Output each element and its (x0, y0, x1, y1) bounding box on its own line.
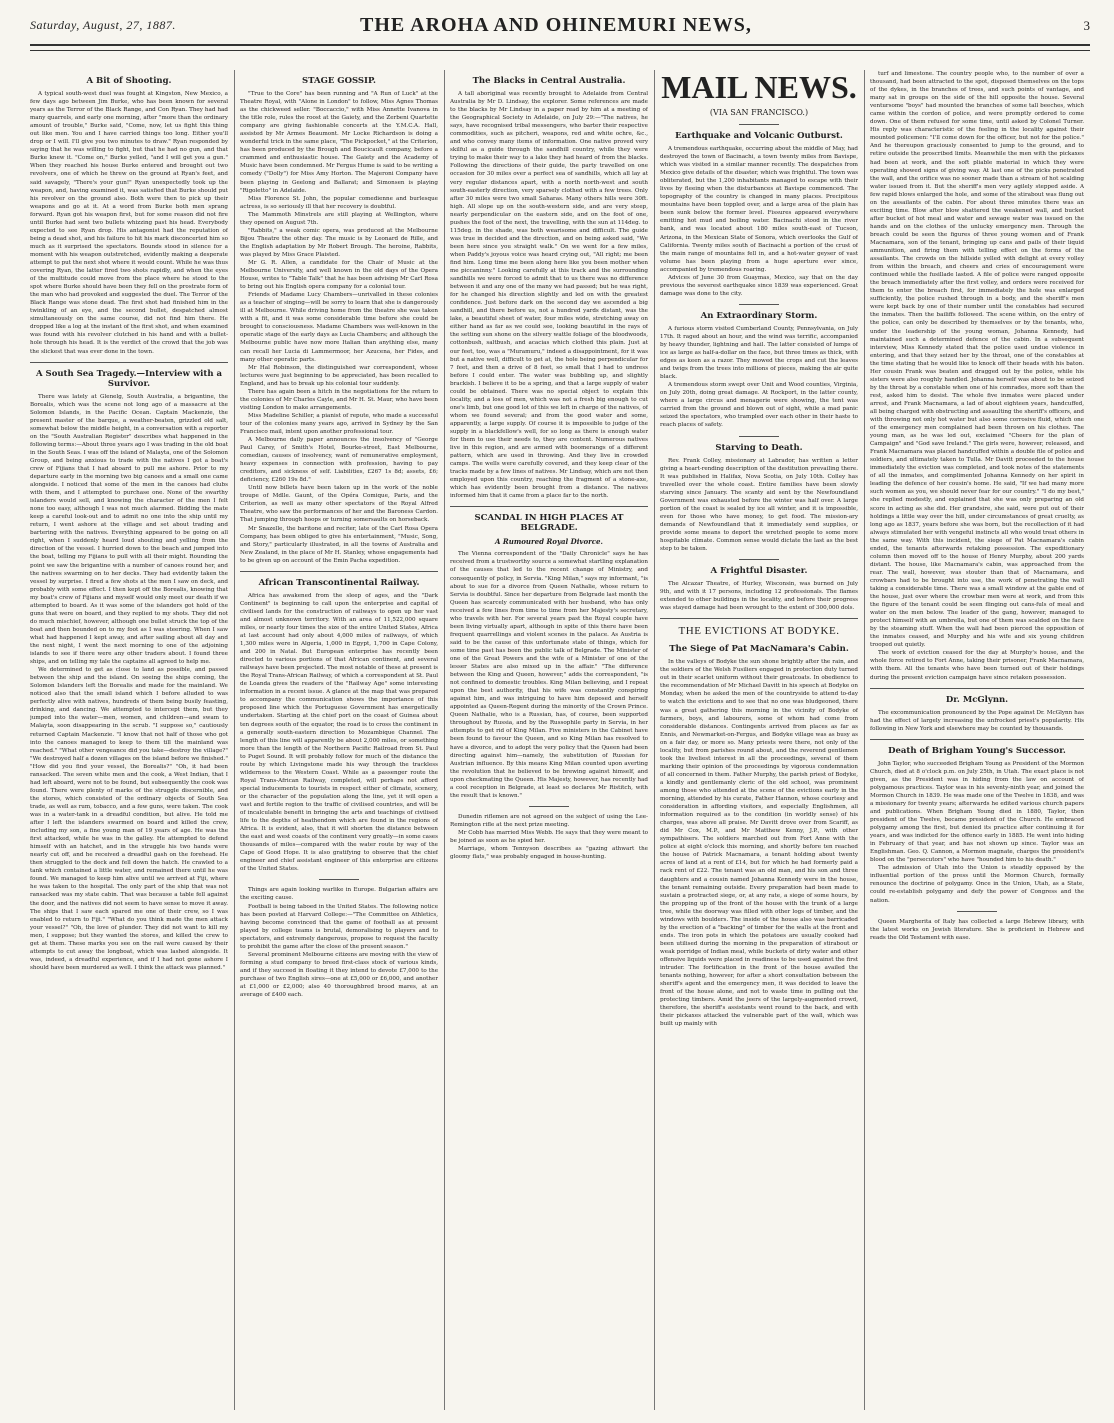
article-paragraph: A tremendous earthquake, occurring about the middle of May, had destroyed the town of Bacinachi, a town twenty miles from Bavispe, which was visited in a similar manner recently. The despatches from Mexico give details of the disaster, which was frightful. The town was obliterated, but the 1,200 inhabitants managed to escape with their lives by fleeing when the disturbances at Bavispe commenced. The topography of the country is changed in many places. Precipitous mountains have been toppled over, and a large area of the plain has been sunk below the former level. Fissures appeared everywhere emitting hot mud and boiling water. Bacinachi stood in the river bank, and was located about 180 miles south-east of Tucson, Arizona, in the Mexican State of Sonora, which overlooks the Gulf of California. Twenty miles south of Bacinachi a portion of the crust of the main range of mountains fell in, and a hot-water geyser of vast volume has been playing from a huge aperture ever since, accompanied by tremendous roaring. (660, 146, 858, 273)
section-title: THE EVICTIONS AT BODYKE. (678, 625, 840, 638)
article-paragraph: There was lately at Glenelg, South Australia, a brigantine, the Borealis, which was the scene not long ago of a massacre at the Solomon Islands, in the Pacific Ocean. Captain Mackenzie, the present master of the barque, a weather-beaten, grizzled old salt, somewhat below the middle height, in a conversation with a reporter on the "South Australian Register" describes what happened in the following terms:—About three years ago I was trading in the old boat in the South Seas. I was off the island of Malayta, one of the Solomon Group, and being anxious to trade with the natives I got a boat's crew of Fijians that I had aboard to pull me ashore. Prior to my departure early in the morning two big canoes and a small one came alongside. I noticed that some of the men in the canoes had clubs with them, and I attempted to purchase one. None of the swarthy islanders would sell, and knowing the character of the men I felt none too easy, although I was not much alarmed. Bidding the mate keep a careful look-out and to admit no one into the ship until my return, I went ashore at the village and set about trading and bartering with the natives. Everything appeared to be going on all right, when I suddenly heard loud shouting and yelling from the direction of the vessel. I hurried down to the beach and jumped into the boat, telling my Fijians to pull with all their might. Rounding the point we saw the brigantine with a number of canoes round her, and the natives swarming on to her decks. They had evidently taken the vessel by surprise. I fired a few shots at the men I saw on deck, and probably with some effect. I then kept off the Borealis, knowing that my boat's crew of Fijians and myself would only meet our death if we attempted to board. As it was some of the islanders got hold of the guns that were on board, and they replied to my shots. They did not do much mischief, however, although one bullet struck the top of the boat and then bounded on to my foot as I was steering. When I saw what had happened I kept away, and after sailing about all day and the next night, I went the next morning to one of the adjoining islands to see if there were any other traders about. I found three ships, and on telling my tale the captains all agreed to help me. (30, 393, 228, 666)
article-paragraph: Marriage, whom Tennyson describes as "gazing athwart the gloomy flats," was probably engaged in house-hunting. (450, 846, 648, 861)
article-paragraph: Until now billets have been taken up in the work of the noble troupe of Mdlle. Gaunt, of the Opéra Comique, Paris, and the Criterion, as well as many other spectators of the Royal Alfred Theatre, who saw the performances of her and the Baroness Cardon. That jumping through hoops or turning somersaults on horseback. (240, 485, 438, 524)
article-paragraph: John Taylor, who succeeded Brigham Young as President of the Mormon Church, died at 8 o'clock p.m. on July 25th, in Utah. The exact place is not given, as the President was in hiding from the law on account of polygamous practices. Taylor was in his seventy-ninth year, and joined the Mormon Church in 1839. He was made one of the Twelve in 1838, and was a missionary for twenty years; afterwards he edited various church papers and publications. When Brigham Young died in 1880, Taylor, then president of the Twelve, became president of the Church. He embraced polygamy among the first, but denied its practice after continuing it for years, and was indicted for the offence early in 1885. He went into hiding in February of that year, and has not shown up since. Taylor was an Englishman. Geo. Q. Cannon, a Mormon magnate, charges the president's blood on the "persecutors" who have "hounded him to his death." (870, 760, 1084, 864)
article-paragraph: Football is being taboed in the United States. The following notice has been posted at Harvard College:—"The Committee on Athletics, having become convinced that the game of football as at present played by college teams is brutal, demoralising to players and to spectators, and extremely dangerous, propose to request the faculty to prohibit the game after the close of the present season." (240, 903, 438, 950)
article-heading: STAGE GOSSIP. (302, 76, 376, 86)
article-paragraph: Rev. Frank Colley, missionary at Labrador, has written a letter giving a heart-rending description of the destitution prevailing there. It was published in Halifax, Nova Scotia, on July 10th. Colley has travelled over the whole coast. Entire families have been slowly starving since January. The scanty aid sent by the Newfoundland Government was exhausted before the winter was half over. A large portion of the coast is sealed by ice all winter, and it is impossible, even for those who have money, to get food. The mission-ary demands of Newfoundland that it immediately send supplies, or provide some means to deport the wretched people to some more hospitable climate. Common sense would dictate the last as the best step to be taken. (660, 457, 858, 553)
article-subheading: A Rumoured Royal Divorce. (495, 537, 603, 547)
article-heading: SCANDAL IN HIGH PLACES AT BELGRADE. (474, 513, 624, 534)
article-divider (240, 571, 438, 572)
article-paragraph: Miss Florence St. John, the popular comedienne and burlesque actress, is so seriously ill that her recovery is doubtful. (240, 195, 438, 210)
article-divider (660, 618, 858, 619)
article-heading: African Transcontinental Railway. (258, 577, 420, 588)
newspaper-title: THE AROHA AND OHINEMURI NEWS, (360, 14, 752, 36)
masthead-rule-top (30, 44, 1090, 46)
article-paragraph: Advices of June 30 from Guaymas, Mexico, say that on the day previous the severest earthquake since 1839 was experienced. Great damage was done to the city. (660, 274, 858, 297)
article-paragraph: A Melbourne daily paper announces the insolvency of "George Paul Carey, of Smith's Hotel, Bourke-street, East Melbourne, comedian, causes of insolvency, want of remunerative employment, heavy expenses in connection with profession, having to pay creditors, and sickness of self. Liabilities, £267 1s 8d; assets, £6; deficiency, £260 19s 8d." (240, 437, 438, 484)
article-paragraph: In the valleys of Bodyke the sun shone brightly after the rain, and the soldiers of the Welsh Fusiliers engaged in protection duty turned out in their scarlet uniform without their greatcoats. In obedience to the recommendation of Mr Michael Davitt in his speech at Bodyke on Monday, when he asked the men of the countryside to attend to-day to watch the evictions and to see that no one was bludgeoned, there was a great gathering this morning in the vicinity of Bodyke of farmers, boys, and labourers, some of whom had come from considerable distances. Contingents arrived from places as far as Ennis, and Newmarket-on-Fergus, and Bodyke village was as busy as on a fair day, or more so. Many priests were there, not only of the locality, but from parishes round about, and the reverend gentlemen took the liveliest interest in all the proceedings, several of them marking their opinion of the proceedings by vigorous condemnation of all concerned in them. Father Murphy, the parish priest of Bodyke, a kindly and gentlemanly cleric of the old school, was prominent among those who attended at the scene of the evictions early in the morning, attended by his curate, Father Hannon, whose courtesy and consideration in affording visitors, and especially Englishmen, all information required as to the condition (in worldly sense) of his charges, was above all praise. Mr Davitt drove over from Scariff, as did Mr Cox, M.P., and Mr Matthew Kenny, J.P., with other sympathisers. The soldiers marched out from Fort Anne with the police at eight o'clock this morning, and shortly before ten reached the house of Patrick Macnamara, a tenant holding about twenty acres of land at a rent of £14, but for which he had formerly paid a rack rent of £22. The tenant was an old man, and his son and three daughters and a cousin named Johanna Kennedy were in the house, the tenant remaining outside. Every preparation had been made to sustain a protracted siege, or, at any rate, a siege of some hours, by the propping up of the front of the house with the trunk of a large tree, while the doorway was filled with other logs of timber, and the windows with boulders. The inside of the house also was barricaded by the erection of a "backing" of timber for the walls at the front and ends. The iron pots in which the potatoes are usually cooked had been utilised during the morning in the preparation of stirabout or weak porridge of Indian meal, while buckets of dirty water and other offensive liquids were placed in readiness to be used against the first intruder. The fortification in the front of the house availed the tenants nothing, however, for after a short consultation between the sheriff's agent and the emergency men, it was decided to leave the front of the house alone, and not to waste time in pulling out the protecting timbers. Amid the jeers of the largely-augmented crowd, therefore, the sheriff's assistants went round to the back, and with their pickaxes attacked the vulnerable part of the wall, which was built up mainly with (660, 659, 858, 1028)
short-rule (739, 436, 779, 437)
article-heading: Earthquake and Volcanic Outburst. (675, 131, 843, 141)
article-divider (870, 739, 1084, 740)
article-heading: The Blacks in Central Australia. (472, 76, 626, 86)
article-paragraph: A typical south-west duel was fought at Kingston, New Mexico, a few days ago between Jim Burke, who has been known for several years as the Terror of the Black Range, and Con Ryan. They had had many quarrels, and early one morning, after "more than the ordinary amount of trouble," Burke said, "Come, now, let us fight this thing out like men. You and I have carried things too long. Either you'll drop or I will. I'll give you two minutes to draw." Ryan responded by saying that he was willing to fight, but that he had no gun, and that Burke knew it. "Come on," Burke yelled, "and I will get you a gun." When they reached his house Burke entered and brought out two revolvers, one of which he threw on the ground at Ryan's feet, and said savagely, "There's your gun!" Ryan unexpectedly took up the weapon, and, having examined it, was satisfied that Burke should put his revolver on the ground also. Both were then to pick up their weapons and go at it. At a word from Burke both men sprang forward. Ryan got his weapon first, but for some reason did not fire until Burke had sent two bullets whizzing past his head. Everybody expected to see Ryan drop. His antagonist had the reputation of being a dead shot, and his failure to hit his mark disconcerted him so much as it surprised the spectators. Bounds stood in silence for a moment with his weapon outstretched, evidently making a desperate attempt to put the next shot where it would count. While he was thus covering Ryan, the latter fired two shots rapidly, and when the eyes of the multitude could move from the place where he stood to the spot where Burke should have been they fell on the prostrate form of the man who had provoked and suggested the duel. The Terror of the Black Range was stone dead. The first shot had finished him in the twinkling of an eye, and the second bullet, despatched almost simultaneously on the same course, did not find him there. He dropped like a log at the instant of the first shot, and when examined was found with his revolver clutched in his hand and with a bullet-hole through his head. It is the verdict of the crowd that the job was the slickest that was ever done in the town. (30, 91, 228, 355)
column-divider (444, 70, 445, 1410)
column-divider (654, 70, 655, 1410)
short-rule (319, 879, 359, 880)
section-subtitle: (VIA SAN FRANCISCO.) (709, 108, 809, 117)
article-paragraph: A furious storm visited Cumberland County, Pennsylvania, on July 17th. It raged about an hour, and the wind was terrific, accompanied by heavy thunder, lightning and hail. The latter consisted of lumps of ice as large as half-a-dollar on the face, but three times as thick, with edges as keen as a razor. They mowed the crops and cut the leaves and twigs from the trees into millions of pieces, making the air quite black. (660, 325, 858, 381)
masthead-rule-bottom (30, 50, 1090, 51)
article-paragraph: There has again been a hitch in the negotiations for the return to the colonies of Mr Charles Cayle, and Mr H. St. Maur, who have been visiting London to make arrangements. (240, 388, 438, 411)
article-heading: A Bit of Shooting. (86, 76, 172, 86)
article-paragraph: We determined to get as close to land as possible, and passed between the ship and the island. On seeing the ships coming, the Solomon Islanders left the Borealis and made for the mainland. We noticed also that the small island which I before alluded to was perfectly alive with natives, hundreds of them being busily feasting, drinking, and dancing. We attempted to intercept them, but they jumped into the water—men, women, and children—and swam to Malayta, soon disappearing in the scrub. "I suppose so," cautiously returned Captain Mackenzie. "I know that not half of those who got into the canoes managed to keep to them till the mainland was reached." "What other vengeance did you take—destroy the village?" "We destroyed half a dozen villages on the island before we finished." "How did you find your vessel, the Borealis?" "Oh, it had been ransacked. The seven white men and the cook, a West Indian, that I had left aboard, were not to be found, but subsequently the cook was found. There were plenty of marks of the struggle discernible, and the stores, which consisted of the ordinary objects of South Sea trade, as well as rum, tobacco, and a few guns, were taken. The cook was in a water-tank in a dreadful condition, but alive. He told me after I left the islanders swarmed on board and killed the crew, including my son, a fine young man of 19 years of age. He was the first attacked, while he was in the galley. He attempted to defend himself with an hatchet, and in the struggle his two hands were nearly cut off, and he received a dreadful gash on the forehead. He then struggled to the deck and fell down the hatch. He crawled to a tank which contained a little water, and remained there until he was found. We managed to keep him alive until we arrived at Fiji, where he was taken to the hospital. The only part of the ship that was not ransacked was my state cabin. That was because a table fell against the door, and the natives did not seem to have sense to move it away. The ships that I saw each spared me one of their crew, so I was enabled to return to Fiji." "What do you think made the men attack your vessel?" "Oh, the love of plunder. They did not want to kill my men, I suppose; but they wanted the stores, and killed the crew to get at them. These marks you see on the rail were caused by their attempts to cut away the longboat, which was lashed alongside. It was, indeed, a dreadful experience, and if I had not gone ashore I should have been murdered as well. I think the attack was planned." (30, 667, 228, 971)
column-5 (870, 70, 1084, 1410)
article-paragraph: The Vienna correspondent of the "Daily Chronicle" says he has received from a trustworthy source a somewhat startling explanation of the causes that led to the recent change of Ministry, and consequently of policy, in Servia. "King Milan," says my informant, "is about to sue for a divorce from Queen Nathalie, whose return to Servia is doubtful. Since her departure from Belgrade last month the Queen has scarcely communicated with her husband, who has only received a few lines from time to time from her Majesty's secretary, who travels with her. For several years past the Royal couple have been living virtually apart, although in spite of this there have been frequent quarrellings and violent scenes in the palace. As Austria is said to be the cause of this unfortunate state of things, which for some time past has been the public talk of Belgrade. The Minister of one of the Great Powers and the wife of a Minister of one of the lesser States are also mixed up in the affair." "The difference between the King and Queen, however," adds the correspondent, "is not confined to domestic troubles. King Milan believing, and I repeat upon the best authority, that his wife was constantly conspiring against him, and was intriguing to have him deposed and herself appointed as Queen-Regent during the minority of the Crown Prince. Queen Nathalie, who is a Russian, has, of course, been supported throughout by Russia, and by the Russophile party in Servia, in her attempts to get rid of King Milan. Five ministers in the Cabinet have been found to favour the Queen, and so King Milan has resolved to have a divorce, and to adopt the very policy that the Queen had been directing against him—namely, the substitution of Russian for Austrian influence. By this means King Milan counted upon averting the revolution that he believed to be brewing against himself, and upon checkmating the Queen. His Majesty, however, has recently had a cool reception in Belgrade, at least so declares Mr Ristitch, with the result that is known." (450, 551, 648, 799)
article-paragraph: "Rabbits," a weak comic opera, was produced at the Melbourne Bijou Theatre the other day. The music is by Leonard de Rille, and the English adaptation by Mr Robert Brough. The heroine, Rabbits, was played by Miss Grace Plaisted. (240, 227, 438, 258)
article-paragraph: Mr G. R. Allen, a candidate for the Chair of Music at the Melbourne University, and well known in the old days of the Opera House, writes to "Table Talk" that he has been advising Mr Carl Rosa to bring out his English opera company for a colonial tour. (240, 259, 438, 291)
column-3 (450, 70, 648, 1410)
short-rule (957, 911, 997, 912)
column-2 (240, 70, 438, 1410)
article-paragraph: The Alcazar Theatre, of Hurley, Wisconsin, was burned on July 9th, and with it 17 persons, including 12 professionals. The flames extended to other buildings in the locality, and before their progress was stayed damage had been wrought to the extent of 300,000 dols. (660, 581, 858, 612)
short-rule (529, 806, 569, 807)
article-heading: A Frightful Disaster. (710, 566, 808, 577)
article-paragraph: turf and limestone. The country people who, to the number of over a thousand, had been attracted to the spot, disposed themselves on the tops of the dykes, in the branches of trees, and such points of vantage, and many sat in groups on the side of the hill opposite the house. Several ventursome "boys" had mounted the branches of some tall beeches, which came within the cordon of police, and were promptly ordered to come down. One of them refused for some time, until asked by Colonel Turner. His reply was characteristic of the feeling in the locality against their mounted policemen: "I'll come down for the officer, but not for the police." And he thereupon graciously consented to jump to the ground, and to retire outside the proscribed limits. Meanwhile the men with the pickaxes had been at work, and the soft pliable material in which they were operating showed signs of giving way. At last one of the picks penetrated the wall, and the orifice was no sooner made than a stream of hot scalding water issued from it. But the sheriff's men very agilely stepped aside. A few rapid blows enlarged the hole, and some of the stirabout was flung out on the assailants of the cabin. For about three minutes there was an exciting time. Blow after blow shattered the weakened wall, and bucket after bucket of hot meal and water and sewage water was issued on the hands and on the clothes of the unlucky emergency men. Through the breach could be seen the figures of three young women and of Frank Macnamara, son of the tenant, bringing up cans and pails of their liquid ammunition, and firing them with telling effect on the forms of the assailants. The crowds on the hillside yelled with delight at every volley from within the breach, and cheers and cries of encouragement were continued while the fusillade lasted. A file of police were ranged opposite the breach immediately after the first volley, and orders were received for them to enter the breach first, for immediately the hole was enlarged sufficiently, the police rushed through in a body, and the sheriff's men were kept back by one of their number until the constables had secured the inmates. Then the bailiffs followed. The scene within, on the entry of the police, can only be described by themselves or by the tenants, who, under the leadership of the young woman, Johanna Kennedy, had maintained such a determined defence of the cabin. In a subsequent interview, Miss Kennedy stated that the police used undue violence in entering, and that they seized her by the throat, one of the constables at the time stating that he would like to knock off their heads with his baton. Her cousin Frank was beaten and dragged out by the police, while his sisters were also roughly handled. Johanna herself was about to be seized by the throat by a constable when one of his comrades, more soft than the rest, asked him to desist. The whole five inmates were placed under arrest, and Frank Macnamara, a lad of about eighteen years, handcuffed, all being charged with obstructing and assaulting the sheriff's officers, and with throwing not only hot water but also some corrosive fluid, which one of the emergency men complained had been thrown on his clothes. The young man, as he was led out, exclaimed "Cheers for the plan of Campaign" and "God save Ireland." The girls were, however, released, and Frank Macnamara was placed handcuffed within a double file of police and soldiers, and ultimately taken to Tulla. Mr Davitt proceeded to the house immediately the eviction was completed, and took notes of the statements of all the inmates, and complimented Johanna Kennedy on her spirit in leading the defence of her cousin's home. He said, "If we had many more such women as you, we should never fear for our country." "I do my best," she replied modestly, and explained that she was only preparing an old score in acting as she did. Her grandsire, she said, were put out of their holdings a little way over the hill, under circumstances of great cruelty, as long ago as 1837, years before she was born, but the recollection of it had always stimulated her with vengeful instincts all who would treat others in the same way. With this incident, the siege of Pat Macnamara's cabin ended, the tenants afterwards retaking possession. The expeditionary column then moved off to the house of Henry Murphy, about 200 yards distant. The house, like Macnamara's cabin, was approached from the rear. The wall, however, was stouter than that of Macnamara, and crowbars had to be brought into use, the work of penetrating the wall taking a considerable time. There was a small window at the gable end of the house, just over where the crowbar men were at work, and from this the figure of the tenant could be seen flinging out cans-fuls of meal and water on the men below. The leader of the gang, however, managed to protect himself with an umbrella, but one of them was scalded on the face by the steaming stuff. When the wall had been pierced the opposition of the inmates ceased, and Murphy and his wife and six young children trooped out quietly. (870, 71, 1084, 649)
article-paragraph: Miss Madeline Schiller, a pianist of repute, who made a successful tour of the colonies many years ago, arrived in Sydney by the San Francisco mail, intent upon another professional tour. (240, 412, 438, 435)
column-1 (30, 70, 228, 1410)
article-heading: A South Sea Tragedy.—Interview with a Survivor. (36, 368, 222, 389)
article-paragraph: Friends of Madame Lucy Chambers—unrivalled in these colonies as a teacher of singing—will be sorry to learn that she is dangerously ill at Melbourne. While driving home from the theatre she was taken with a fit, and it was some considerable time before she could be brought to consciousness. Madame Chambers was well-known in the operatic stage of the early days as Lucia Chambers; and although the Melbourne public have now more Italian than anything else, many can recall her Lucia di Lammermoor, her Azucena, her Fides, and many other operatic parts. (240, 292, 438, 363)
article-paragraph: Dunedin riflemen are not agreed on the subject of using the Lee-Remington rifle at the next prize meeting. (450, 813, 648, 828)
page-number: 3 (1083, 18, 1090, 33)
short-rule (739, 124, 779, 125)
article-paragraph: Several prominent Melbourne citizens are moving with the view of forming a stud company to breed first-class stock of various kinds, and if they succeed in floating it they intend to devote £7,000 to the purchase of two English sires—one at £5,000 or £6,000, and another at £1,000 or £2,000; also 40 thoroughbred brood mares, at an average of £400 each. (240, 951, 438, 999)
article-paragraph: Africa has awakened from the sleep of ages, and the "Dark Continent" is beginning to call upon the enterprise and capital of civilised lands for the construction of railways to open up her vast and almost unknown territory. With an area of 11,522,000 square miles, or nearly four times the size of the entire United States, Africa at last account had only about 4,000 miles of railways, of which 1,300 miles were in Algeria, 1,000 in Egypt, 1,700 in Cape Colony, and 200 in Natal. But European enterprise has recently been directed to various portions of that African continent, and several railways have been projected. The most notable of these at present is the Royal Trans-African Railway, of which a correspondent at St. Paul de Loanda gives the readers of the "Railway Age" some interesting information in a recent issue. A glance at the map that was prepared to accompany the communication shows the importance of this proposed line which the Portuguese Government has energetically undertaken. Starting at the chief port on the coast of Guinea about ten degrees south of the equator, the road is to cross the continent in a generally south-eastern direction to Mozambique Channel. The length of this line will apparently be about 2,000 miles, or something more than the length of the Northern Pacific Railroad from St. Paul to Puget Sound. It will probably follow for much of the distance the route by which Livingstone made his way through the trackless wilderness to the Western Coast. While as a passenger route the Royal Trans-African Railway, completed, will perhaps not afford special inducements to tourists in respect either of climate, scenery, or the character of the population along the line, yet it will open a vast and fertile region to the traffic of civilised countries, and will be of incalculable benefit in bringing the arts and teachings of civilised life to the depths of heathendom which are found in the regions of Africa. It is evident, also, that it will shorten the distance between the east and west coasts of the continent very greatly—in some cases thousands of miles—compared with the water route by way of the Cape of Good Hope. It is also gratifying to observe that the chief engineer and chief assistant engineer of this enterprise are citizens of the United States. (240, 592, 438, 873)
column-divider (234, 70, 235, 1410)
article-divider (870, 688, 1084, 689)
issue-date: Saturday, August, 27, 1887. (30, 18, 176, 32)
article-heading: Death of Brigham Young's Successor. (888, 745, 1066, 756)
section-title: MAIL NEWS. (661, 70, 857, 105)
article-heading: Dr. McGlynn. (945, 694, 1009, 705)
column-4 (660, 70, 858, 1410)
column-divider (864, 70, 865, 1410)
masthead (30, 14, 1090, 40)
article-paragraph: Mr Snazelle, the baritone and reciter, late of the Carl Rosa Opera Company, has been obliged to give his entertainment, "Music, Song, and Story," particularly illustrated, in all the towns of Australia and New Zealand, in the place of Mr H. Stanley, whose engagements had to be given up on account of the Emin Pacha expedition. (240, 525, 438, 564)
article-heading: The Siege of Pat MacNamara's Cabin. (669, 644, 849, 655)
article-paragraph: The Mammoth Minstrels are still playing at Wellington, where they opened on August 7th. (240, 211, 438, 226)
article-paragraph: Things are again looking warlike in Europe. Bulgarian affairs are the exciting cause. (240, 887, 438, 902)
article-paragraph: "True to the Core" has been running and "A Run of Luck" at the Theatre Royal, with "Alone in London" to follow, Miss Agnes Thomas as the chickweed seller. "Boccaccio," with Miss Annette Ivanova in the title role, rules the roost at the Gaiety, and the Zerbeni Quartette company are giving fashionable concerts at the Y.M.C.A. Hall, assisted by Mr Armes Beaumont. Mr Locke Richardson is doing a wonderful trick in the same place, "The Pickpocket," at the Criterion, has been produced by the Brough and Boucicault company, before a crammed and enthusiastic house. The Gaiety and the Academy of Music have been condemned. Mr Fergus Hume is said to be writing a comedy ("Dolly") for Miss Amy Horton. The Majeroni Company have been playing in Geelong and Ballarat; and Simonsen is playing "Rigoletto" in Adelaide. (240, 91, 438, 194)
article-paragraph: A tremendous storm swept over Unit and Wood counties, Virginia, on July 20th, doing great damage. At Rockport, in the latter county, where a large circus and menagerie were showing, the tent was carried from the ground and blown out of sight, while a mad panic seized the spectators, who trampled over each other in their haste to reach places of safety. (660, 382, 858, 429)
article-divider (450, 506, 648, 507)
article-paragraph: The work of eviction ceased for the day at Murphy's house, and the whole force retired to Fort Anne, taking their prisoner, Frank Macnamara, with them. All the tenants who have been turned out of their holdings during the present eviction campaign have since retaken possession. (870, 650, 1084, 681)
article-heading: An Extraordinary Storm. (700, 310, 818, 321)
short-rule (739, 304, 779, 305)
short-rule (739, 559, 779, 560)
article-divider (30, 362, 228, 363)
article-paragraph: The admission of Utah into the Union is steadily opposed by the influential portion of the press until the Mormon Church, formally renounce the doctrine of polygamy. Once in the Union, Utah, as a State, could re-establish polygamy and defy the power of Congress and the nation. (870, 865, 1084, 904)
article-paragraph: The excommunication pronounced by the Pope against Dr. McGlynn has had the effect of largely increasing the unfrocked priest's popularity. His following in New York and elsewhere may be counted by thousands. (870, 709, 1084, 732)
article-paragraph: A tall aboriginal was recently brought to Adelaide from Central Australia by Mr D. Lindsay, the explorer. Some references are made to the blacks by Mr Lindsay in a paper read by him at a meeting of the Geographical Society in Adelaide, on July 29:—"The natives, he says, have recognised tribal messengers, who barter their respective commodities, such as pitcheri, weapons, red and white ochre, &c., and who convey many items of information. One native proved very skilful as a guide through the sandhill country, while they were trying to make their way to a lake they had heard of from the blacks. Following the directions of their guide, the party travelled on one occasion for 30 miles over a perfect sea of sandhills, which all lay at very regular distances apart, with a north north-west and south south-easterly direction, very sparsely clothed with a few trees. Only after 30 miles were two small Saharas. Many others hills were 30ft. high. All slope up on the south-western side, and are very steep, nearly perpendicular on the eastern side, and on the foot of one, pushes the foot of the next, the travelling, with the sun at 114deg. to 115deg. in the shade, was both wearisome and difficult. The guide was true in decided and the direction, and on being asked said, "We been here since you straight walk." On we went for a few miles, when Paddy's joyous voice was heard crying out, "All right; me been find him. Long time me been along here like you been mother when me piccaninny." Looking carefully at this track and the surrounding sandhills we were forced to admit that to us there was no difference between it and any one of the many we had passed; but he was right, for he changed his direction slightly and led on with the greatest confidence. Just before dark on the second day we ascended a big sandhill, and there before us, not a hundred yards distant, was the lake, a beautiful sheet of water, four miles wide, stretching away on either hand as far as we could see, looking beautiful in the rays of the setting sun shone on the silvery wattle foliage of the bloodwoods, cottonbush, saltbush, and acacias which clothed this plain. Just at our feet, too, was a "Muramuru," indeed a disappointment, for it was but a native well, difficult to get at, the hole being perpendicular for 7 feet, and then a drive of 8 feet, so small that I had to undress before I could enter. The water was bubbling up, and slightly brackish. I believe it to be a spring, and that a large supply of water could be obtained. There was no special object to explain this locality, and a loss of men, which was not a fresh big enough to cut one's limb, but one good lot of this we left in charge of the natives, of whom we found several; and from the good water and some, apparently, a large supply. Of course it is impossible to judge of the supply in a blackfellow's well, for so long as there is enough water for them to use their needs to, they are content. Numerous natives live in this region, and are armed with boomerangs of a different pattern, which are used in throwing. And they live in crowded camps. The wells were carefully covered, and they keep clear of the tracks made by a few lines of natives. Mr Lindsay, which are not then employed upon this country, reaching the fragment of a stone-axe, which has evidently been brought from a distance. The natives informed him that it came from a place far to the north. (450, 91, 648, 500)
article-paragraph: Mr Cobb has married Miss Webb. He says that they were meant to be joined as soon as he spied her. (450, 829, 648, 844)
article-heading: Starving to Death. (715, 442, 803, 453)
article-paragraph: Mr Hal Robinson, the distinguished war correspondent, whose lectures were just beginning to be appreciated, has been recalled to England, and has to break up his colonial tour suddenly. (240, 364, 438, 387)
article-paragraph: Queen Margherita of Italy has collected a large Hebrew library, with the latest works on Jewish literature. She is proficient in Hebrew and reads the Old Testament with ease. (870, 918, 1084, 941)
